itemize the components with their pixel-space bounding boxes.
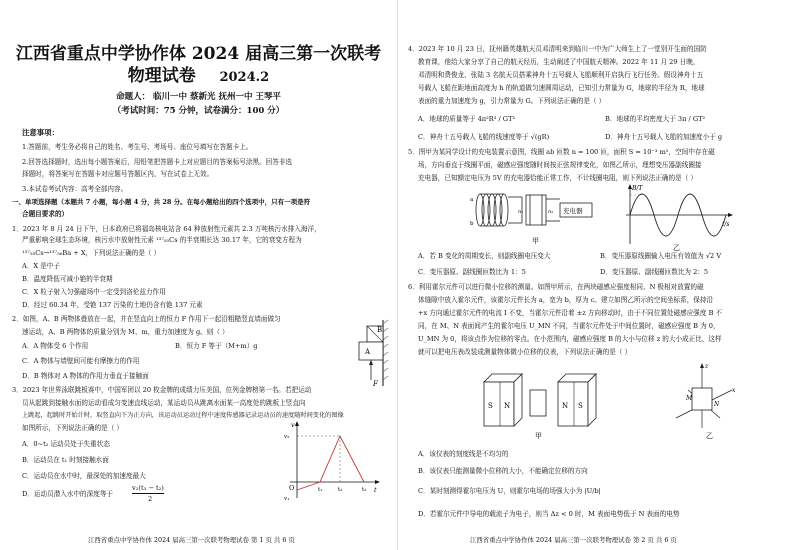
svg-text:x: x xyxy=(732,387,736,394)
q6-stem: +x 方向通过霍尔元件的电流 I 不变，当霍尔元件沿着 ±z 方向移动时，由于不同位置处磁感应强度 B 不 xyxy=(418,309,723,317)
q6-stem: 同，在 M、N 表面间产生的霍尔电压 U_MN 不同，当霍尔元件处于中间位置时，磁感应强度 B 为 0， xyxy=(418,322,720,330)
q6-stem: 体缝隙中放入霍尔元件，该霍尔元件长为 a，宽为 b，厚为 c。建立如图乙所示的空间坐标系，保持沿 xyxy=(418,296,714,304)
q5-option-d: D．变压器原、副线圈匝数比为 2：5 xyxy=(600,268,709,276)
q1-option-c: C．X 粒子射入匀强磁场中一定受到洛伦兹力作用 xyxy=(22,288,166,296)
q6-stem: 6．利用霍尔元件可以进行微小位移的测量。如图甲所示，在两块磁感应强度相同、N 极相对放置的磁 xyxy=(408,283,704,291)
q6-fig-label-a: 甲 xyxy=(535,432,542,440)
q3-stem: 3．2023 年世界泳联跳板赛中，中国军团以 20 枚金牌的成绩力压美国，位列金牌榜第一名。若把运动 xyxy=(12,386,312,394)
svg-text:n₁: n₁ xyxy=(518,209,524,215)
svg-text:v₁: v₁ xyxy=(284,496,290,502)
svg-text:v: v xyxy=(291,421,295,429)
note-line: 2.回答选择题时，选出每小题答案后，用铅笔把答题卡上对应题目的答案标号涂黑。回答非选 xyxy=(22,158,293,166)
q1-option-b: B．温度降低可减小铯的半衰期 xyxy=(22,275,113,283)
section-header: 一、单项选择题（本题共 7 小题，每小题 4 分，共 28 分。在每小题给出的四个选项中，只有一项是符 xyxy=(12,198,311,206)
svg-text:n₂: n₂ xyxy=(548,209,554,215)
q3-stem: 员从起跳到接触水面的运动看成匀变速直线运动，某运动员从跳离水面某一高度处的跳板上竖直向 xyxy=(22,399,306,407)
svg-text:M: M xyxy=(686,395,693,402)
page-divider xyxy=(397,0,398,550)
q5-stem: 5．图甲为某同学设计的充电装置示意图，线圈 ab 匝数 n = 100 匝，面积 S = 10⁻³ m²，空间中存在磁 xyxy=(408,148,715,156)
svg-text:S: S xyxy=(578,402,583,410)
svg-text:z: z xyxy=(705,363,709,370)
svg-text:a: a xyxy=(470,197,474,203)
q5-charger-label: 充电器 xyxy=(563,207,583,215)
q5-axis-t: t/s xyxy=(722,221,730,228)
notes-header: 注意事项： xyxy=(22,128,59,137)
q4-option-c: C．神舟十五号载人飞船的线速度等于 √(gR) xyxy=(418,133,550,141)
q3-vt-graph xyxy=(282,418,382,516)
q2-stem: 速运动，A、B 两物体的质量分别为 M、m，重力加速度为 g。则（ ） xyxy=(22,328,229,336)
q5-option-a: A．若 B 变化的周期变长，则副线圈电压变大 xyxy=(418,252,551,260)
q6-fig-label-b: 乙 xyxy=(706,432,713,440)
page-footer: 江西省重点中学协作体 2024 届高三第一次联考物理试卷 第 1 页 共 6 页 xyxy=(88,536,295,544)
q6-stem: U_MN 为 0，将该点作为位移的零点。在小范围内，磁感应强度 B 的大小与位移 z 的大小成正比，这样 xyxy=(418,335,722,343)
q3-stem: 如图所示，下列说法正确的是（ ） xyxy=(22,424,124,432)
svg-text:N: N xyxy=(714,401,720,408)
exam-info: （考试时间：75 分钟，试卷满分：100 分） xyxy=(112,106,285,116)
q6-option-d: D．若霍尔元件中导电的载流子为电子，则当 Δz < 0 时，M 表面电势低于 N 表面的电势 xyxy=(418,510,680,518)
q1-stem: 严重影响全球生态环境，核污水中放射性元素 ¹³⁷₅₅Cs 的半衰期长达 30.17 年，它的衰变方程为 xyxy=(22,236,302,244)
q3-option-c: C．运动员在水中时，最深处的加速度最大 xyxy=(22,472,146,480)
svg-text:B: B xyxy=(377,326,383,334)
q6-axes-figure xyxy=(662,360,742,440)
page-footer: 江西省重点中学协作体 2024 届高三第一次联考物理试卷 第 2 页 共 6 页 xyxy=(470,536,677,544)
q2-option-a: A．A 物体受 6 个作用 xyxy=(22,342,89,350)
q5-fig-label-a: 甲 xyxy=(532,237,539,245)
q5-stem: 充电器，已知额定电压为 5V 的充电器恰能正常工作，不计线圈电阻，则下列说法正确的是（ ） xyxy=(418,174,697,182)
exam-date: 2024.2 xyxy=(219,70,270,85)
q4-option-b: B．地球的平均密度大于 3π / GT² xyxy=(605,115,706,123)
q5-option-b: B．变压器原线圈输入电压有效值为 √2 V xyxy=(600,252,722,260)
svg-text:N: N xyxy=(504,402,511,410)
q5-axis-b: B/T xyxy=(632,185,643,192)
q5-fig-label-b: 乙 xyxy=(673,244,680,252)
q3-option-b: B．运动员在 t₁ 时刻接触水面 xyxy=(22,456,109,464)
svg-text:v₂: v₂ xyxy=(284,434,290,440)
page-2 xyxy=(400,0,794,550)
q6-magnet-figure xyxy=(470,360,620,440)
svg-text:t₂: t₂ xyxy=(338,487,343,493)
svg-text:F: F xyxy=(373,380,378,388)
q2-option-d: D．B 物体对 A 物体的作用力垂直于接触面 xyxy=(22,372,149,380)
q1-option-a: A．X 是中子 xyxy=(22,262,60,270)
q4-stem: 号载人飞船在距地面高度为 h 的轨道做匀速圆周运动，已知引力常量为 G，地球的半径为 R，地球 xyxy=(418,84,705,92)
q6-option-c: C．某时刻测得霍尔电压为 U，则霍尔电场的场强大小为 |U/b| xyxy=(418,487,601,495)
q4-option-d: D．神舟十五号载人飞船的加速度小于 g xyxy=(605,133,723,141)
q2-wall-figure xyxy=(345,318,390,390)
svg-text:t₁: t₁ xyxy=(318,487,323,493)
svg-text:b: b xyxy=(470,221,474,227)
q1-option-d: D．经过 60.34 年，受铯 137 污染的土地仍含有铯 137 元素 xyxy=(22,301,203,309)
q3-fraction-num: v₂(t₃ − t₂) xyxy=(132,484,164,492)
q3-option-d: D．运动员潜入水中的深度等于 xyxy=(22,490,114,498)
exam-title: 江西省重点中学协作体 2024 届高三第一次联考 xyxy=(15,44,382,64)
q4-stem: 邓清明和费俊龙、张陆 3 名航天员搭乘神舟十五号载人飞船顺利开启执行飞行任务。假设神舟十五 xyxy=(418,71,704,79)
q3-fraction-den: 2 xyxy=(148,495,153,503)
svg-text:N: N xyxy=(562,402,569,410)
note-line: 3.本试卷考试内容：高考全部内容。 xyxy=(22,185,128,193)
q4-stem: 教育课，他给大家分享了自己的航天经历，生动阐述了中国航天精神。2022 年 11 月 29 日晚， xyxy=(418,58,700,66)
exam-subtitle: 物理试卷 2024.2 xyxy=(127,66,270,86)
q5-option-c: C．变压器原、副线圈匝数比为 1：5 xyxy=(418,268,526,276)
q6-option-b: B．该仪表只能测量微小位移的大小，不能确定位移的方向 xyxy=(418,467,588,475)
note-line: 1.答题前，考生务必将自己的姓名、考生号、考场号、座位号填写在答题卡上。 xyxy=(22,143,253,151)
svg-text:t₃: t₃ xyxy=(362,487,367,493)
q4-stem: 表面的重力加速度为 g，引力常量为 G。下列说法正确的是（ ） xyxy=(418,97,606,105)
q3-option-a: A．0~t₂ 运动员处于失重状态 xyxy=(22,440,110,448)
q4-option-a: A．地球的质量等于 4π²R³ / GT² xyxy=(418,115,516,123)
q6-stem: 就可以把电压表改装成测量物体微小位移的仪表，下列说法正确的是（ ） xyxy=(418,348,632,356)
q1-stem: ¹³⁷₅₅Cs→¹³⁷₅₆Ba + X，下列说法正确的是（ ） xyxy=(22,249,161,257)
svg-text:O: O xyxy=(289,484,295,492)
authors: 命题人： 临川一中 蔡新光 抚州一中 王琴平 xyxy=(116,92,281,102)
q5-stem: 场，方向垂直于线圈平面，磁感应强度随时间按正弦规律变化，如图乙所示，理想变压器副线圈接 xyxy=(418,161,702,169)
note-line: 择题时，将答案写在答题卡对应题号答题区内，写在试卷上无效。 xyxy=(22,170,214,178)
q5-bt-graph xyxy=(618,182,738,252)
q2-option-b: B．恒力 F 等于（M+m）g xyxy=(175,342,258,350)
svg-text:S: S xyxy=(488,402,493,410)
q1-stem: 1．2023 年 8 月 24 日下午，日本政府已将福岛核电站含 64 种放射性元素共 2.3 万吨核污水排入海洋， xyxy=(12,225,321,233)
q2-option-c: C．A 物体与墙壁间可能有摩擦力的作用 xyxy=(22,357,140,365)
q3-stem: 上跳起，起跳时开始计时，取竖直向下为正方向，该运动员运动过程中速度传感器记录运动员的速度随时间变化的图像 xyxy=(22,412,344,419)
q2-stem: 2．如图，A、B 两物体叠放在一起，并在竖直向上的恒力 F 作用下一起沿粗糙竖直墙面做匀 xyxy=(12,315,281,323)
q6-option-a: A．该仪表的刻度线是不均匀的 xyxy=(418,450,509,458)
section-header-cont: 合题目要求的） xyxy=(22,210,69,218)
q4-stem: 4．2023 年 10 月 23 日，抚州籍英雄航天员邓清明来到临川一中为广大师生上了一堂别开生面的国防 xyxy=(408,45,707,53)
svg-text:t: t xyxy=(374,486,377,494)
q5-circuit-figure xyxy=(460,185,610,247)
svg-text:A: A xyxy=(365,348,371,356)
